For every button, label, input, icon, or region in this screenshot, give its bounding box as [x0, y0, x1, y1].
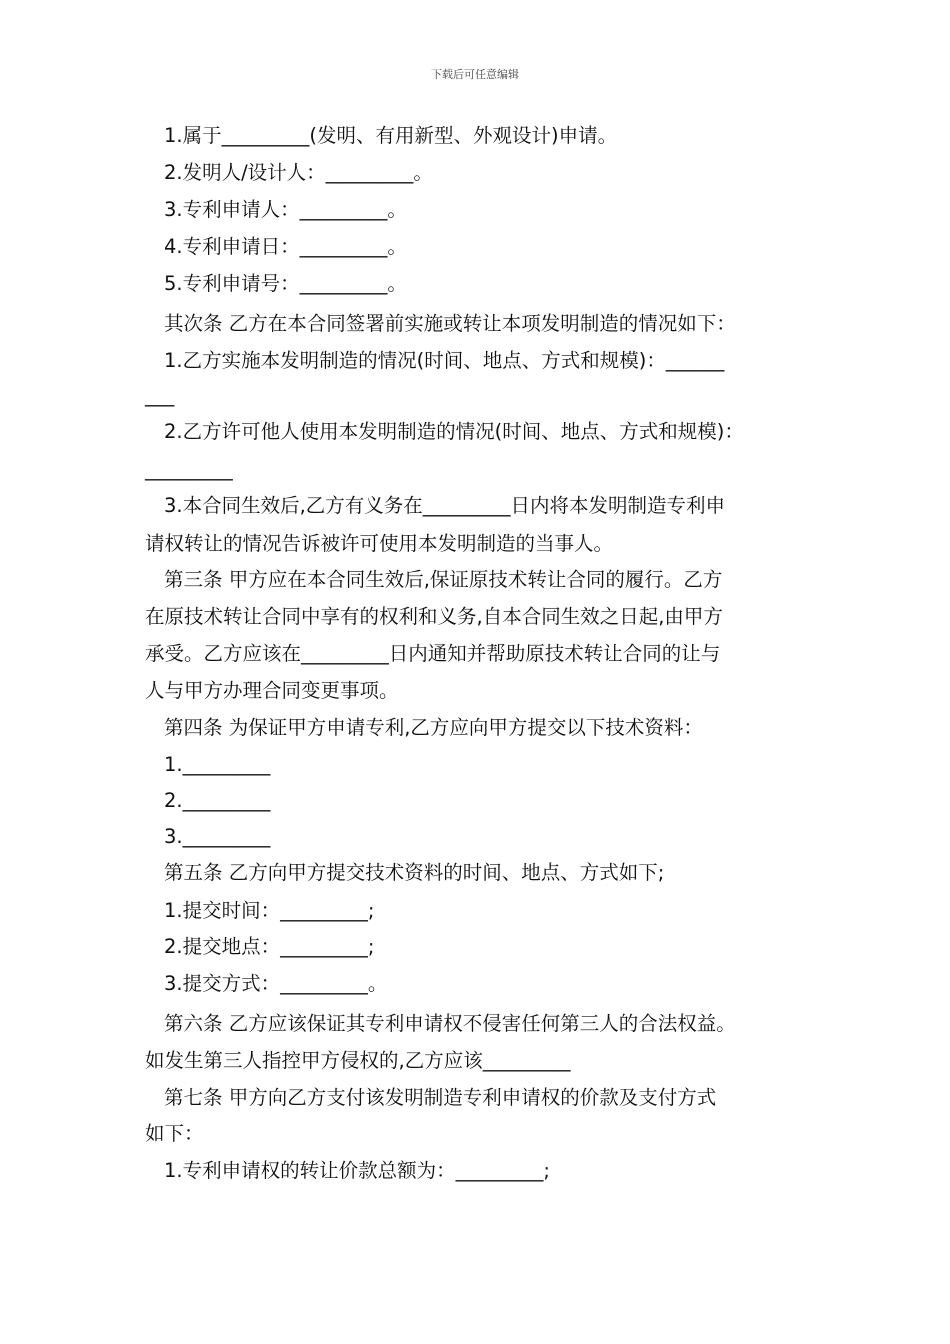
text-line: 3.专利申请人：_________。 [164, 198, 407, 221]
text-line: _________ [145, 458, 233, 481]
text-line: 第六条 乙方应该保证其专利申请权不侵害任何第三人的合法权益。 [164, 1012, 736, 1035]
text-line: 2.提交地点：_________; [164, 935, 375, 958]
text-line: 人与甲方办理合同变更事项。 [145, 679, 399, 702]
text-line: 承受。乙方应该在_________日内通知并帮助原技术转让合同的让与 [145, 642, 721, 665]
text-line: 4.专利申请日：_________。 [164, 235, 407, 258]
text-line: 1.专利申请权的转让价款总额为：_________; [164, 1159, 550, 1182]
text-line: 第七条 甲方向乙方支付该发明制造专利申请权的价款及支付方式 [164, 1086, 717, 1109]
text-line: 1._________ [164, 753, 271, 776]
page-header: 下载后可任意编辑 [431, 68, 519, 81]
text-line: 在原技术转让合同中享有的权利和义务,自本合同生效之日起,由甲方 [145, 605, 723, 628]
text-line: 1.乙方实施本发明制造的情况(时间、地点、方式和规模)：______ [164, 349, 725, 372]
text-line: 1.属于_________(发明、有用新型、外观设计)申请。 [164, 124, 618, 147]
text-line: 请权转让的情况告诉被许可使用本发明制造的当事人。 [145, 532, 614, 555]
text-line: 5.专利申请号：_________。 [164, 272, 407, 295]
text-line: 如下： [145, 1122, 204, 1145]
text-line: 第四条 为保证甲方申请专利,乙方应向甲方提交以下技术资料： [164, 716, 703, 739]
text-line: 如发生第三人指控甲方侵权的,乙方应该_________ [145, 1049, 571, 1072]
text-line: 1.提交时间：_________; [164, 899, 375, 922]
text-line: 第五条 乙方向甲方提交技术资料的时间、地点、方式如下; [164, 861, 665, 884]
text-line: 2.乙方许可他人使用本发明制造的情况(时间、地点、方式和规模)： [164, 420, 744, 443]
text-line: 3.提交方式：_________。 [164, 972, 388, 995]
text-line: 其次条 乙方在本合同签署前实施或转让本项发明制造的情况如下： [164, 312, 736, 335]
text-line: 3._________ [164, 825, 271, 848]
text-line: 第三条 甲方应在本合同生效后,保证原技术转让合同的履行。乙方 [164, 568, 723, 591]
text-line: 3.本合同生效后,乙方有义务在_________日内将本发明制造专利申 [164, 494, 726, 517]
text-line: 2.发明人/设计人：_________。 [164, 161, 433, 184]
text-line: 2._________ [164, 789, 271, 812]
text-line: ___ [145, 384, 175, 407]
